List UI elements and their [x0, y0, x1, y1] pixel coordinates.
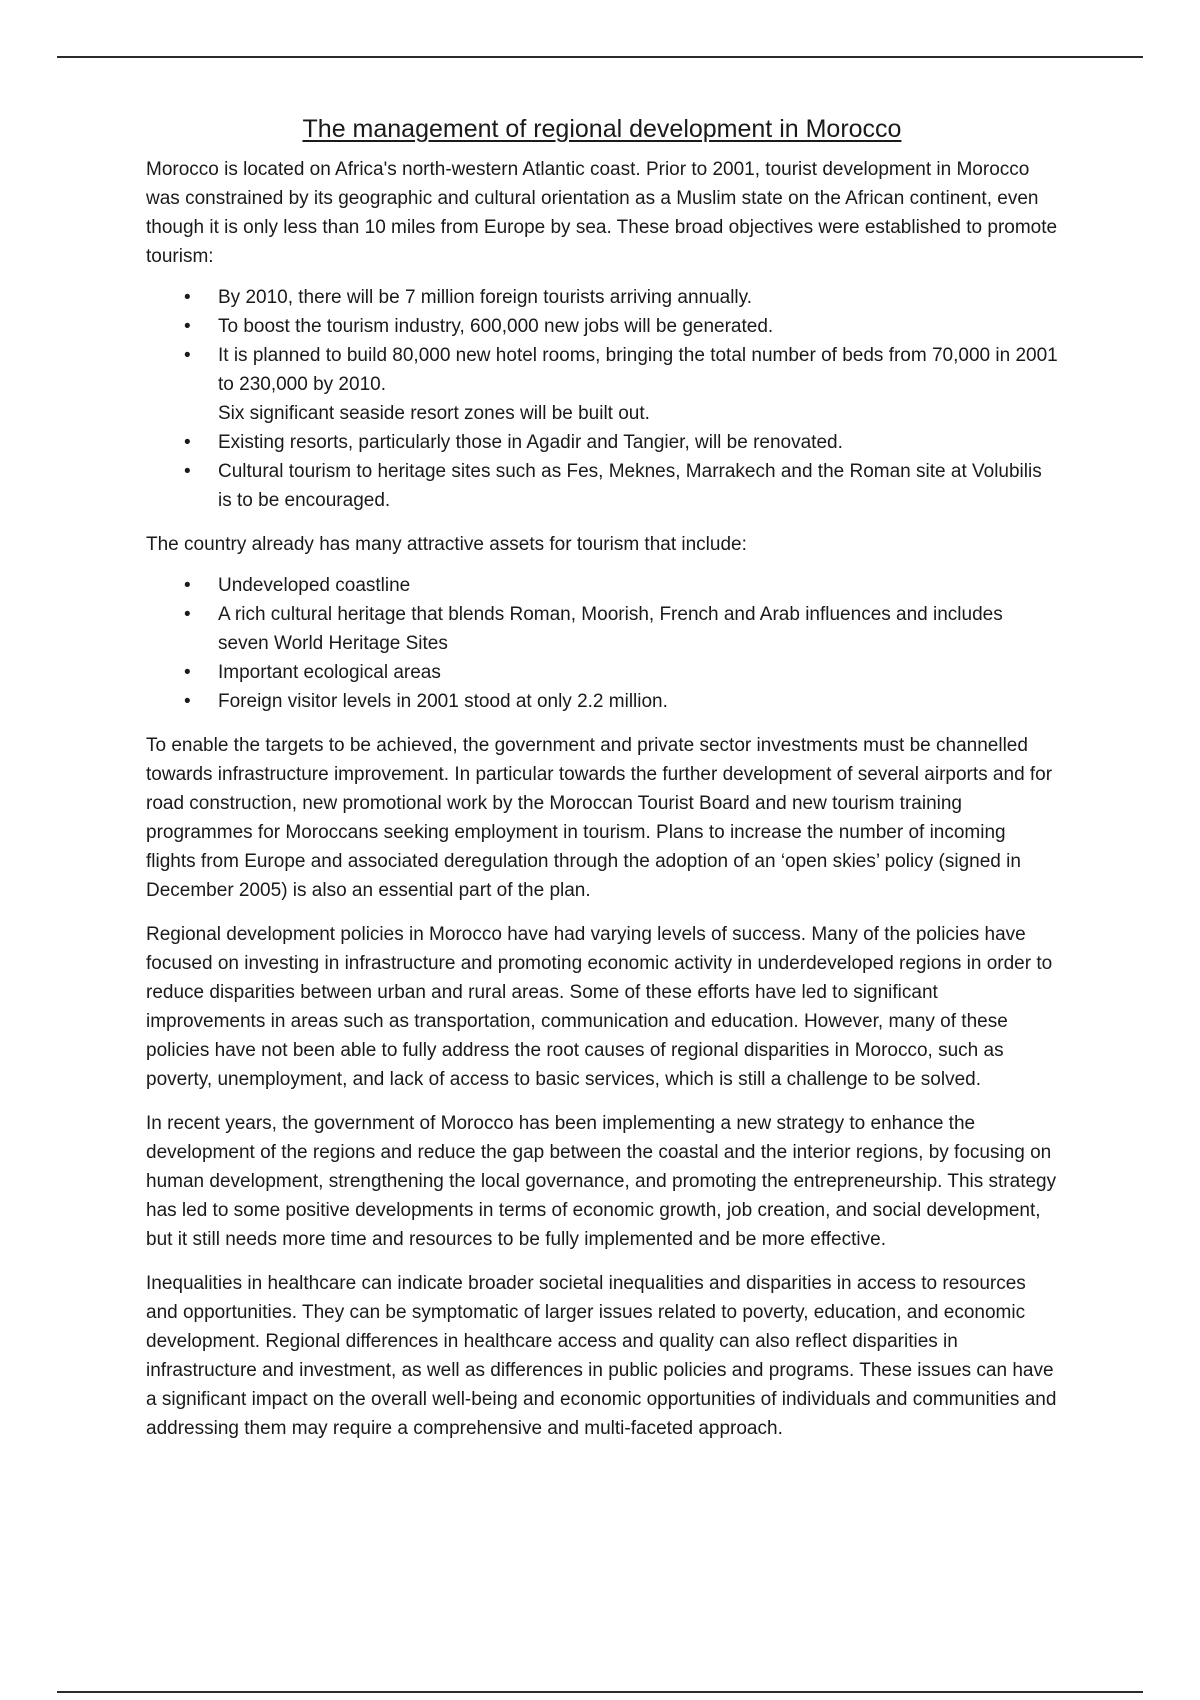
bullet-icon: •	[184, 691, 191, 712]
bullet-icon: •	[184, 345, 191, 366]
list-item: • It is planned to build 80,000 new hotel rooms, bringing the total number of beds from 70,000 in 2001 to 230,000 by 2010. Six significant seaside resort zones will be built out.	[146, 341, 1058, 428]
body-paragraph: Regional development policies in Morocco have had varying levels of success. Many of the policies have focused on investing in infrastructure and promoting economic activity in underdeveloped regions in order to reduce disparities between urban and rural areas. Some of these efforts have led to significant improvements in areas such as transportation, communication and education. However, many of these policies have not been able to fully address the root causes of regional disparities in Morocco, such as poverty, unemployment, and lack of access to basic services, which is still a challenge to be solved.	[146, 924, 1053, 1090]
objectives-list	[146, 283, 1058, 515]
body-paragraph: To enable the targets to be achieved, the government and private sector investments must be channelled towards infrastructure improvement. In particular towards the further development of several airports and for road construction, new promotional work by the Moroccan Tourist Board and new tourism training programmes for Moroccans seeking employment in tourism. Plans to increase the number of incoming flights from Europe and associated deregulation through the adoption of an ‘open skies’ policy (signed in December 2005) is also an essential part of the plan.	[146, 735, 1053, 901]
document-body	[146, 112, 1058, 1443]
body-paragraph: In recent years, the government of Morocco has been implementing a new strategy to enhance the development of the regions and reduce the gap between the coastal and the interior regions, by focusing on human development, strengthening the local governance, and promoting the entrepreneurship. This strategy has led to some positive developments in terms of economic growth, job creation, and social development, but it still needs more time and resources to be fully implemented and be more effective.	[146, 1113, 1057, 1250]
body-paragraph: Inequalities in healthcare can indicate broader societal inequalities and disparities in access to resources and opportunities. They can be symptomatic of larger issues related to poverty, education, and economic development. Regional differences in healthcare access and quality can also reflect disparities in infrastructure and investment, as well as differences in public policies and programs. These issues can have a significant impact on the overall well-being and economic opportunities of individuals and communities and addressing them may require a comprehensive and multi-faceted approach.	[146, 1273, 1057, 1439]
bullet-icon: •	[184, 604, 191, 625]
list-item: • Existing resorts, particularly those in Agadir and Tangier, will be renovated.	[146, 428, 1058, 457]
list-item: • A rich cultural heritage that blends Roman, Moorish, French and Arab influences and includes seven World Heritage Sites	[146, 600, 1058, 658]
list-item: • Undeveloped coastline	[146, 571, 1058, 600]
bullet-icon: •	[184, 662, 191, 683]
list-item: • Cultural tourism to heritage sites such as Fes, Meknes, Marrakech and the Roman site at Volubilis is to be encouraged.	[146, 457, 1058, 515]
assets-intro-paragraph: The country already has many attractive assets for tourism that include:	[146, 534, 747, 555]
bullet-icon: •	[184, 461, 191, 482]
bullet-icon: •	[184, 575, 191, 596]
list-item: • Foreign visitor levels in 2001 stood at only 2.2 million.	[146, 687, 1058, 716]
bullet-icon: •	[184, 287, 191, 308]
intro-paragraph: Morocco is located on Africa's north-western Atlantic coast. Prior to 2001, tourist development in Morocco was constrained by its geographic and cultural orientation as a Muslim state on the African continent, even though it is only less than 10 miles from Europe by sea. These broad objectives were established to promote tourism:	[146, 159, 1058, 267]
list-item: • By 2010, there will be 7 million foreign tourists arriving annually.	[146, 283, 1058, 312]
list-item: • To boost the tourism industry, 600,000 new jobs will be generated.	[146, 312, 1058, 341]
assets-list	[146, 571, 1058, 716]
list-item-continuation: Six significant seaside resort zones will be built out.	[218, 403, 650, 424]
list-item: • Important ecological areas	[146, 658, 1058, 687]
header-rule	[57, 56, 1143, 58]
bullet-icon: •	[184, 432, 191, 453]
document-title: The management of regional development in Morocco	[302, 115, 902, 143]
footer-rule	[57, 1691, 1143, 1693]
bullet-icon: •	[184, 316, 191, 337]
